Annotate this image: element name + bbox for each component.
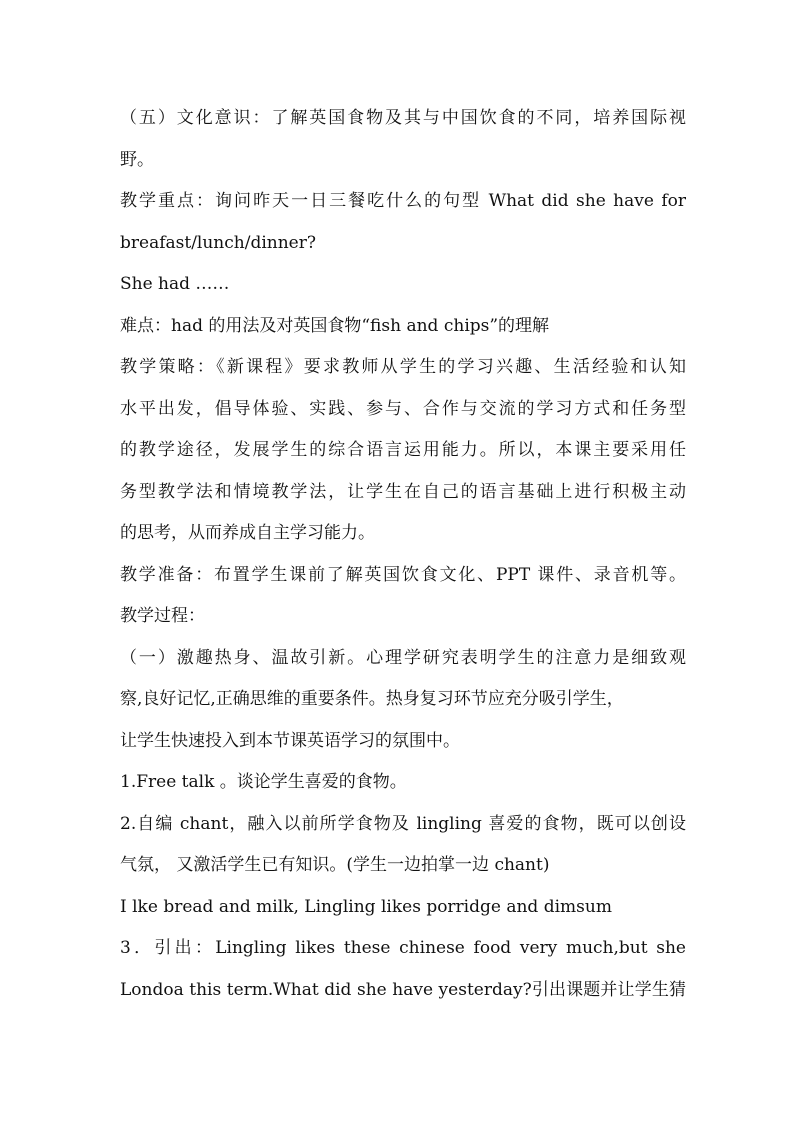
text-line: 让学生快速投入到本节课英语学习的氛围中。	[120, 730, 460, 751]
text-line: She had ……	[120, 274, 230, 294]
text-line: 的教学途径，发展学生的综合语言运用能力。所以，本课主要采用任	[120, 440, 686, 460]
text-line: 教学策略：《新课程》要求教师从学生的学习兴趣、生活经验和认知	[120, 357, 686, 377]
text-line: 的思考，从而养成自主学习能力。	[120, 523, 375, 543]
text-line: 1.Free talk 。谈论学生喜爱的食物。	[120, 772, 407, 792]
text-line: 务型教学法和情境教学法，让学生在自己的语言基础上进行积极主动	[120, 481, 686, 502]
text-line: 教学准备：布置学生课前了解英国饮食文化、PPT 课件、录音机等。	[120, 564, 686, 585]
text-line: 察,良好记忆,正确思维的重要条件。热身复习环节应充分吸引学生，	[120, 689, 624, 709]
text-line: I lke bread and milk, Lingling likes porridge and dimsum	[120, 896, 612, 917]
text-line: Londoa this term.What did she have yesterday?引出课题并让学生猜	[120, 979, 686, 1000]
text-line: 水平出发，倡导体验、实践、参与、合作与交流的学习方式和任务型	[120, 398, 686, 419]
text-line: （五）文化意识：了解英国食物及其与中国饮食的不同，培养国际视	[120, 108, 686, 128]
text-line: 教学重点：询问昨天一日三餐吃什么的句型 What did she have for	[120, 191, 686, 211]
text-line: 气氛， 又激活学生已有知识。(学生一边拍掌一边 chant)	[120, 855, 550, 875]
text-line: 3．引出：Lingling likes these chinese food very much,but she	[120, 938, 686, 958]
text-line: 2.自编 chant，融入以前所学食物及 lingling 喜爱的食物，既可以创设	[120, 813, 686, 834]
text-line: 教学过程：	[120, 606, 205, 626]
text-line: （一）激趣热身、温故引新。心理学研究表明学生的注意力是细致观	[120, 647, 686, 668]
text-line: 难点：had 的用法及对英国食物“fish and chips”的理解	[120, 315, 550, 336]
text-line: breafast/lunch/dinner?	[120, 232, 316, 253]
document-body	[120, 98, 686, 1011]
text-line: 野。	[120, 149, 154, 170]
